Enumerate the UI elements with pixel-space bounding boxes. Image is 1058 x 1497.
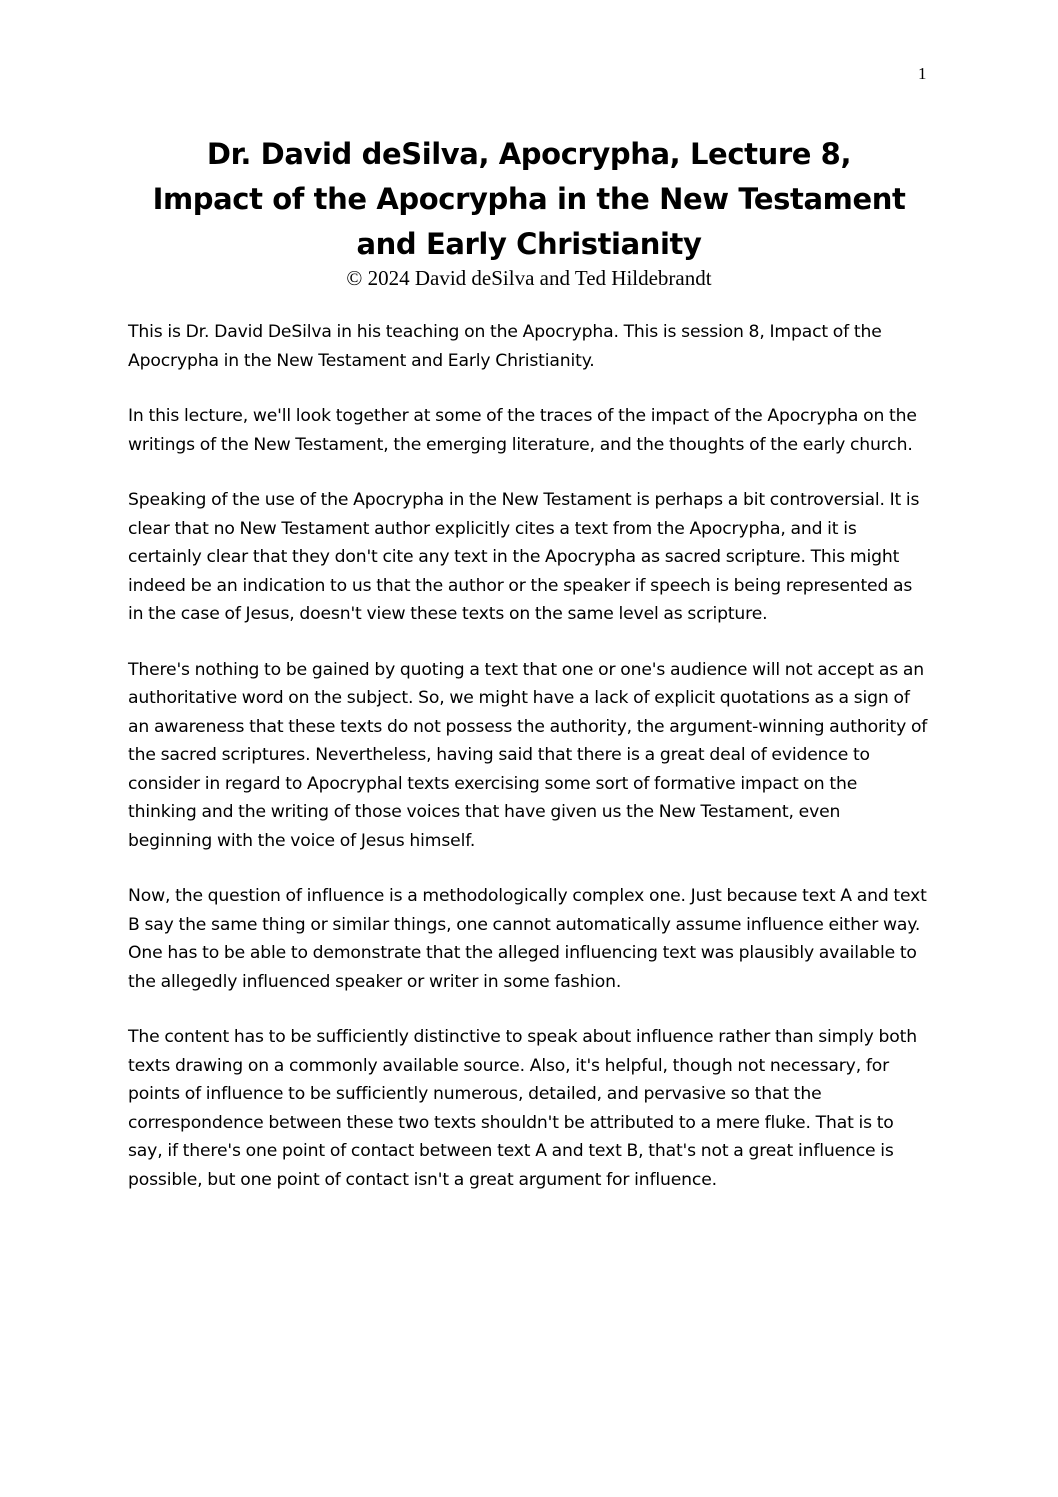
paragraph-6: The content has to be sufficiently distinctive to speak about influence rather than simply both texts drawing on a commonly available source. Also, it's helpful, though not necessary, for points of influence to be sufficiently numerous, detailed, and pervasive so that the correspondence between these two texts shouldn't be attributed to a mere fluke. That is to say, if there's one point of contact between text A and text B, that's not a great influence is possible, but one point of contact isn't a great argument for influence. bbox=[128, 1027, 917, 1190]
page-number: 1 bbox=[918, 64, 927, 83]
paragraph-2: In this lecture, we'll look together at some of the traces of the impact of the Apocrypha on the writings of the New Testament, the emerging literature, and the thoughts of the early church. bbox=[128, 406, 917, 455]
document-title bbox=[100, 132, 958, 267]
paragraph-4: There's nothing to be gained by quoting a text that one or one's audience will not accept as an authoritative word on the subject. So, we might have a lack of explicit quotations as a sign of an awareness that these texts do not possess the authority, the argument-winning authority of the sacred scriptures. Nevertheless, having said that there is a great deal of evidence to consider in regard to Apocryphal texts exercising some sort of formative impact on the thinking and the writing of those voices that have given us the New Testament, even beginning with the voice of Jesus himself. bbox=[128, 659, 928, 851]
body-text bbox=[128, 318, 928, 1221]
paragraph-1: This is Dr. David DeSilva in his teaching on the Apocrypha. This is session 8, Impact of the Apocrypha in the New Testament and Early Christianity. bbox=[128, 322, 882, 371]
copyright-line: © 2024 David deSilva and Ted Hildebrandt bbox=[346, 266, 712, 290]
title-line-3: and Early Christianity bbox=[356, 227, 702, 261]
paragraph-5: Now, the question of influence is a methodologically complex one. Just because text A and text B say the same thing or similar things, one cannot automatically assume influence either way. One has to be able to demonstrate that the alleged influencing text was plausibly available to the allegedly influenced speaker or writer in some fashion. bbox=[128, 886, 927, 992]
title-line-2: Impact of the Apocrypha in the New Testament bbox=[152, 182, 906, 216]
title-line-1: Dr. David deSilva, Apocrypha, Lecture 8, bbox=[206, 137, 852, 171]
paragraph-3: Speaking of the use of the Apocrypha in the New Testament is perhaps a bit controversial. It is clear that no New Testament author explicitly cites a text from the Apocrypha, and it is certainly clear that they don't cite any text in the Apocrypha as sacred scripture. This might indeed be an indication to us that the author or the speaker if speech is being represented as in the case of Jesus, doesn't view these texts on the same level as scripture. bbox=[128, 490, 920, 624]
